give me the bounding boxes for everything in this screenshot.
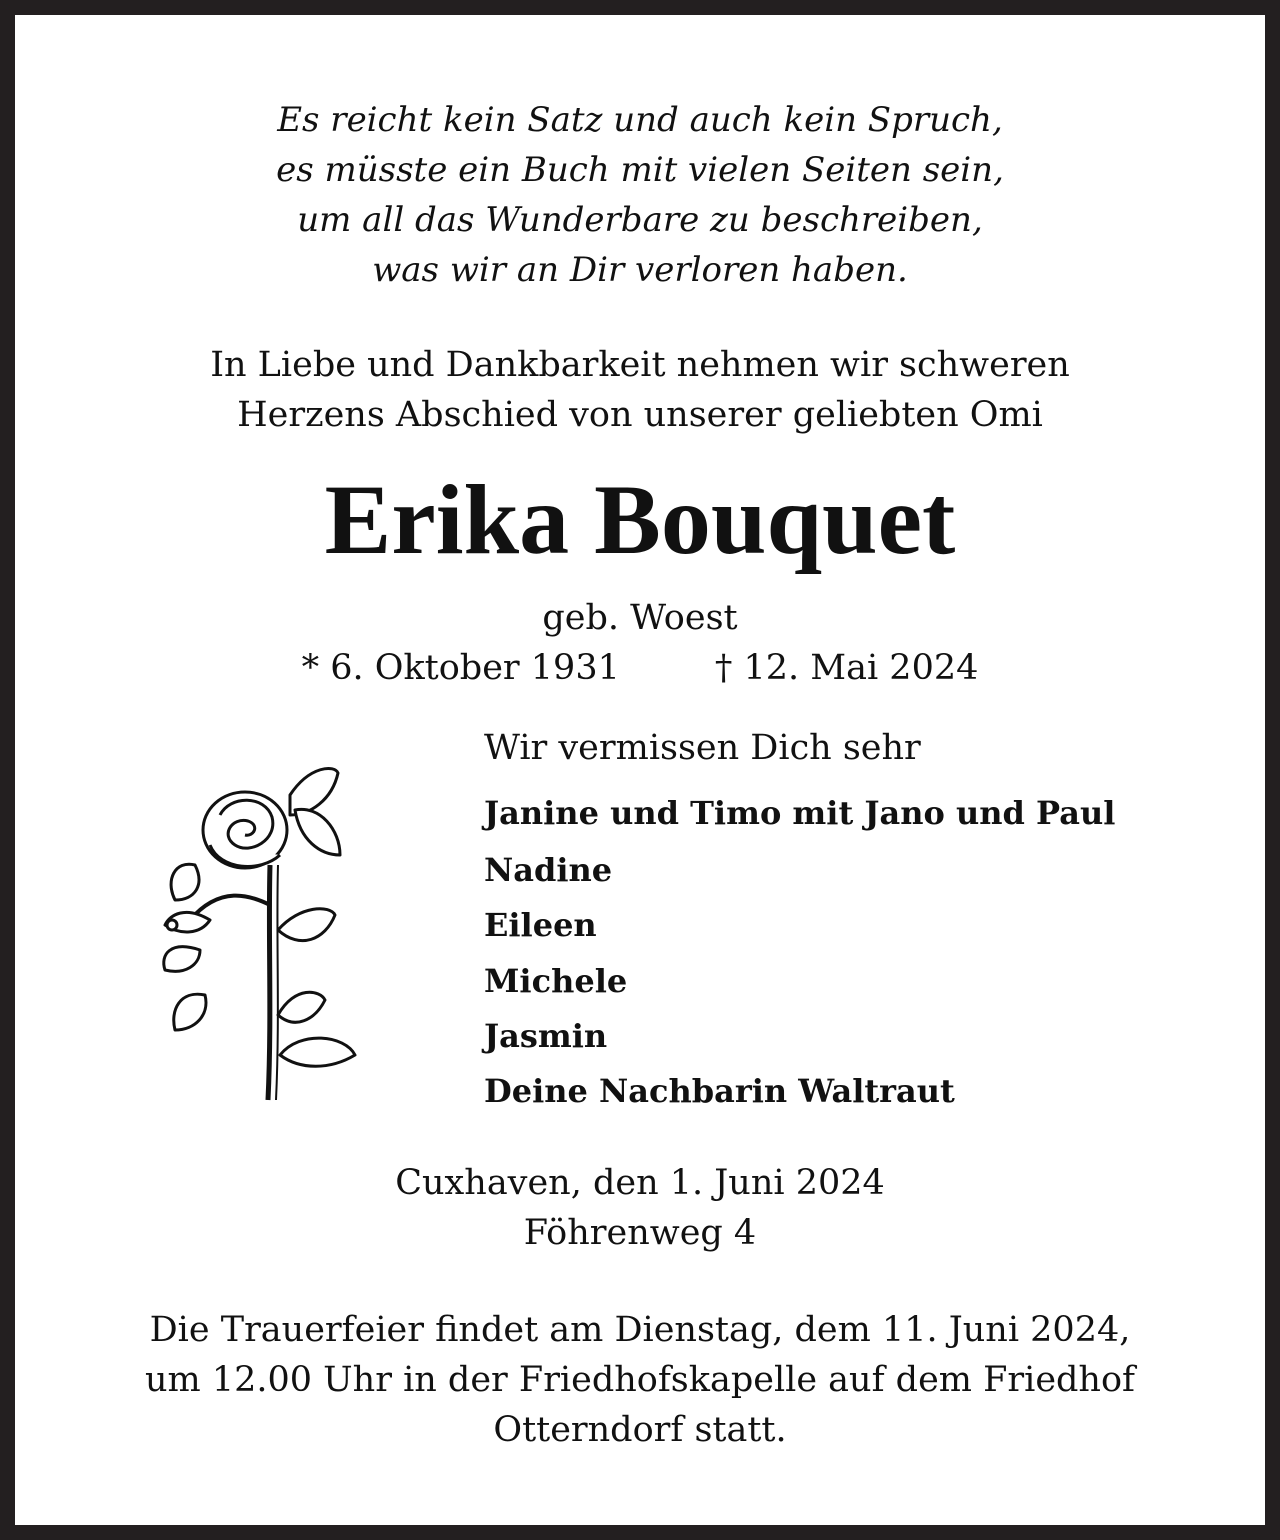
funeral-line: um 12.00 Uhr in der Friedhofskapelle auf dem Friedhof (145, 1360, 1135, 1400)
place-date: Cuxhaven, den 1. Juni 2024 (395, 1163, 885, 1203)
funeral-line: Die Trauerfeier findet am Dienstag, dem 11. Juni 2024, (149, 1310, 1131, 1350)
death-date: † 12. Mai 2024 (714, 648, 979, 688)
funeral-line: Otterndorf statt. (493, 1410, 787, 1450)
birth-date: * 6. Oktober 1931 (301, 648, 620, 688)
mourner-name: Eileen (484, 906, 597, 944)
rose-icon (150, 755, 360, 1105)
quote-line: um all das Wunderbare zu beschreiben, (297, 200, 983, 240)
quote-line: was wir an Dir verloren haben. (372, 250, 908, 290)
miss-line: Wir vermissen Dich sehr (484, 728, 921, 768)
mourner-name: Michele (484, 962, 628, 1000)
intro-line: Herzens Abschied von unserer geliebten Omi (237, 395, 1043, 435)
quote-line: es müsste ein Buch mit vielen Seiten sein, (276, 150, 1004, 190)
obituary-card (15, 15, 1265, 1525)
mourner-name: Deine Nachbarin Waltraut (484, 1072, 955, 1110)
life-dates (15, 643, 1265, 693)
quote-line: Es reicht kein Satz und auch kein Spruch, (277, 100, 1003, 140)
address: Föhrenweg 4 (523, 1213, 757, 1253)
mourner-name: Nadine (484, 851, 613, 889)
intro-line: In Liebe und Dankbarkeit nehmen wir schweren (210, 345, 1070, 385)
mourner-name: Jasmin (484, 1017, 608, 1055)
maiden-name: geb. Woest (542, 598, 738, 638)
mourner-name: Janine und Timo mit Jano und Paul (484, 794, 1116, 832)
deceased-name: Erika Bouquet (324, 464, 956, 575)
